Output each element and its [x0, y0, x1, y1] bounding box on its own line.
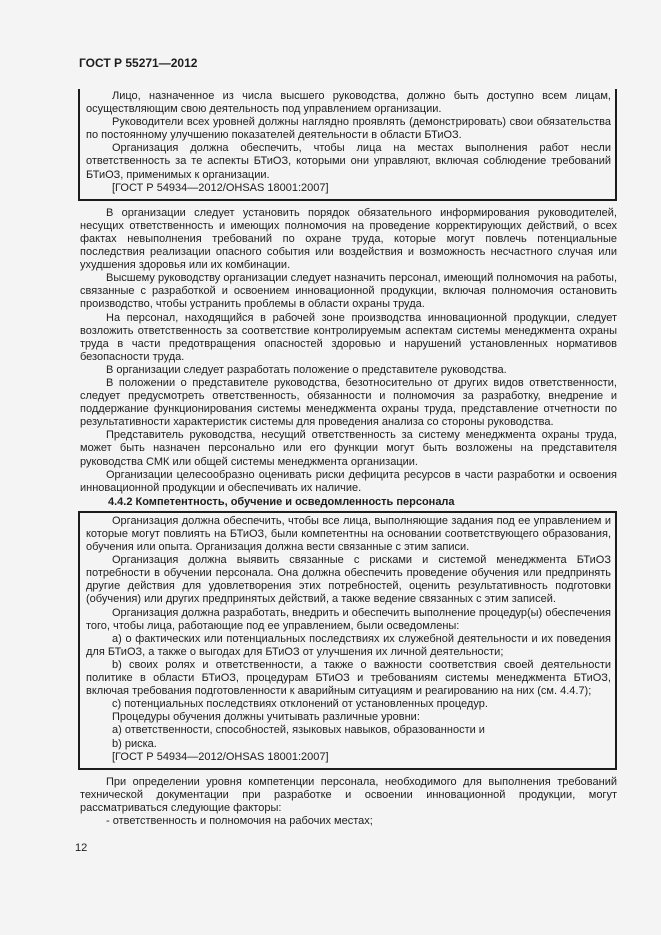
quote-list-item: a) о фактических или потенциальных последствиях их служебной деятельности и их поведения для БТиОЗ, а также о выгодах для БТиОЗ от улучшения их личной деятельности; — [86, 632, 611, 658]
quote-list-item: c) потенциальных последствиях отклонений от установленных процедур. — [112, 698, 488, 711]
body-paragraph: В организации следует установить порядок обязательного информирования руководителей, несущих ответственность и имеющих полномочия на проведение корректирующих действий, о всех фактах невыполнения требований по охране труда, которые могут повлечь потенциальные последствия реализации опасного события или воздействия и возможность несчастного случая или ухудшения здоровья или их комбинации. — [80, 206, 617, 272]
quote-citation: [ГОСТ Р 54934—2012/OHSAS 18001:2007] — [112, 181, 329, 194]
quote-box-competence — [78, 511, 617, 770]
body-paragraph: Представитель руководства, несущий ответственность за систему менеджмента охраны труда, может быть назначен персонально или его функции могут быть возложены на представителя руководства СМК или общей системы менеджмента организации. — [80, 429, 617, 468]
body-text-block — [78, 207, 617, 509]
body-text-block — [78, 776, 617, 828]
page-number: 12 — [75, 842, 88, 855]
body-paragraph: Высшему руководству организации следует назначить персонал, имеющий полномочия на работы, связанные с разработкой и освоением инновационной продукции, включая полномочия остановить производство, чтобы устранить проблемы в области охраны труда. — [80, 272, 617, 311]
body-paragraph: В организации следует разработать положение о представителе руководства. — [106, 363, 507, 376]
quote-list-item: b) своих ролях и ответственности, а также о важности соответствия своей деятельности политике в области БТиОЗ, процедурам БТиОЗ и требованиям системы менеджмента БТиОЗ, включая требования подготовленности к аварийным ситуациям и реагированию на них (см. 4.4.7); — [86, 658, 611, 698]
quote-paragraph: Руководители всех уровней должны наглядно проявлять (демонстрировать) свои обязательства по постоянному улучшению показателей деятельности в области БТиОЗ. — [86, 116, 611, 142]
quote-box-continued — [78, 89, 617, 201]
body-paragraph: Организации целесообразно оценивать риски дефицита ресурсов в части разработки и освоения инновационной продукции и обеспечивать их наличие. — [80, 468, 617, 494]
section-heading-4-4-2: 4.4.2 Компетентность, обучение и осведомленность персонала — [108, 495, 455, 508]
quote-paragraph: Организация должна обеспечить, чтобы лица на местах выполнения работ несли ответственность за те аспекты БТиОЗ, которыми они управляют, включая соблюдение требований БТиОЗ, применимых к организации. — [86, 142, 611, 181]
quote-paragraph: Организация должна разработать, внедрить и обеспечить выполнение процедур(ы) обеспечения того, чтобы лица, работающие под ее управлением, были осведомлены: — [86, 606, 611, 632]
body-paragraph: В положении о представителе руководства, безотносительно от других видов ответственности, следует предусмотреть ответственность, обязанности и полномочия за разработку, внедрение и поддержание функционирования системы менеджмента охраны труда, представление отчетности по результативности характеристик системы для проведения анализа со стороны руководства. — [80, 376, 617, 429]
quote-paragraph: Процедуры обучения должны учитывать различные уровни: — [112, 711, 420, 724]
body-list-item: - ответственность и полномочия на рабочих местах; — [106, 814, 373, 827]
quote-list-item: b) риска. — [112, 737, 157, 750]
body-paragraph: При определении уровня компетенции персонала, необходимого для выполнения требований технической документации при разработке и освоении инновационной продукции, могут рассматриваться следующие факторы: — [80, 775, 617, 814]
quote-list-item: a) ответственности, способностей, языковых навыков, образованности и — [112, 724, 485, 737]
quote-paragraph: Организация должна обеспечить, чтобы все лица, выполняющие задания под ее управлением и которые могут повлиять на БТиОЗ, были компетентны на основании соответствующего образования, обучения или опыта. Организация должна вести связанные с этим записи. — [86, 514, 611, 554]
quote-paragraph: Организация должна выявить связанные с рисками и системой менеджмента БТиОЗ потребности в обучении персонала. Она должна обеспечить проведение обучения или предпринять другие действия для удовлетворения этих потребностей, оценить результативность подготовки (обучения) или других предпринятых действий, а также ведение связанных с этим записей. — [86, 554, 611, 606]
quote-citation: [ГОСТ Р 54934—2012/OHSAS 18001:2007] — [112, 750, 329, 763]
quote-paragraph: Лицо, назначенное из числа высшего руководства, должно быть доступно всем лицам, осуществляющим свою деятельность под управлением организации. — [86, 90, 611, 116]
body-paragraph: На персонал, находящийся в рабочей зоне производства инновационной продукции, следует возложить ответственность за соответствие контролируемым аспектам системы менеджмента охраны труда в части предотвращения опасностей здоровью и нарушений установленных нормативов безопасности труда. — [80, 311, 617, 363]
document-header: ГОСТ Р 55271—2012 — [79, 56, 198, 70]
